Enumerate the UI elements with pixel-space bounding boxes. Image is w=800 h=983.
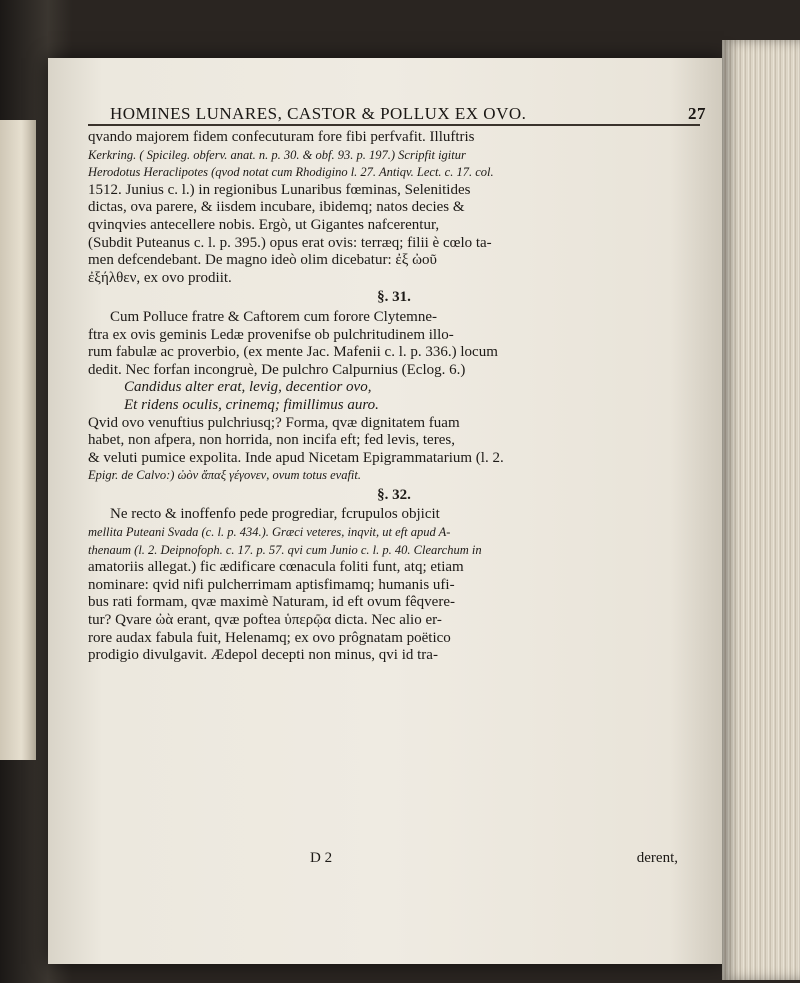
signature-mark: D 2 bbox=[310, 850, 333, 866]
text-line: Cum Polluce fratre & Caftorem cum forore Clytemne- bbox=[110, 308, 437, 325]
text-line: Qvid ovo venuftius pulchriusq;? Forma, qvæ dignitatem fuam bbox=[88, 414, 460, 431]
text-line: qvinqvies antecellere nobis. Ergò, ut Gigantes nafcerentur, bbox=[88, 216, 440, 233]
paragraph-1 bbox=[88, 125, 700, 287]
paragraph-3 bbox=[88, 415, 700, 485]
text-line: rum fabulæ ac proverbio, (ex mente Jac. Mafenii c. l. p. 336.) locum bbox=[88, 344, 498, 361]
catchword: derent, bbox=[636, 850, 678, 866]
paragraph-4 bbox=[88, 506, 700, 664]
text-line: amatoriis allegat.) fic ædificare cœnacula foliti funt, atq; etiam bbox=[88, 559, 464, 576]
text-line: ftra ex ovis geminis Ledæ provenifse ob pulchritudinem illo- bbox=[88, 326, 454, 343]
text-line: qvando majorem fidem confecuturam fore fibi perfvafit. Illuftris bbox=[88, 129, 475, 145]
facing-page-fragment bbox=[0, 120, 36, 760]
text-line: Ne recto & inoffenfo pede progrediar, fcrupulos objicit bbox=[110, 506, 440, 523]
paragraph-2 bbox=[88, 309, 700, 379]
text-line: prodigio divulgavit. Ædepol decepti non minus, qvi id tra- bbox=[88, 647, 438, 664]
text-line: bus rati formam, qvæ maximè Naturam, id eft ovum fêqvere- bbox=[88, 594, 455, 611]
text-line: Epigr. de Calvo:) ὠὸν ἅπαξ γέγονεν, ovum totus evafit. bbox=[88, 468, 362, 483]
verse-quote bbox=[88, 379, 700, 414]
text-line: dedit. Nec forfan incongruè, De pulchro Calpurnius (Eclog. 6.) bbox=[88, 361, 466, 378]
text-line: (Subdit Puteanus c. l. p. 395.) opus erat ovis: terræq; filii è cœlo ta- bbox=[88, 234, 492, 251]
page-edges bbox=[722, 40, 800, 980]
text-line: habet, non afpera, non horrida, non incifa eft; fed levis, teres, bbox=[88, 432, 455, 449]
text-line: & veluti pumice expolita. Inde apud Nicetam Epigrammatarium (l. 2. bbox=[88, 449, 504, 466]
text-line: dictas, ova parere, & iisdem incubare, ibidemq; natos decies & bbox=[88, 199, 465, 216]
text-line: men defcendebant. De magno ideò olim dicebatur: ἐξ ὠοῦ bbox=[88, 252, 437, 269]
text-line: mellita Puteani Svada (c. l. p. 434.). Græci veteres, inqvit, ut eft apud A- bbox=[88, 525, 451, 540]
text-line: rore audax fabula fuit, Helenamq; ex ovo prôgnatam poëtico bbox=[88, 629, 451, 646]
text-line: Herodotus Heraclipotes (qvod notat cum Rhodigino l. 27. Antiqv. Lect. c. 17. col. bbox=[88, 165, 494, 180]
section-heading: §. 31. bbox=[377, 289, 411, 306]
text-line: tur? Qvare ὠὰ erant, qvæ poftea ὑπερῷα dicta. Nec alio er- bbox=[88, 612, 442, 629]
text-line: 1512. Junius c. l.) in regionibus Lunaribus fœminas, Selenitides bbox=[88, 181, 471, 198]
text-line: nominare: qvid nifi pulcherrimam aptisfimamq; humanis ufi- bbox=[88, 576, 455, 593]
body-text bbox=[88, 125, 700, 665]
verse-line: Et ridens oculis, crinemq; fimillimus auro. bbox=[124, 396, 379, 413]
verse-line: Candidus alter erat, levig, decentior ovo, bbox=[124, 379, 372, 396]
text-line: ἐξήλθεν, ex ovo prodiit. bbox=[88, 269, 232, 286]
running-head-title: HOMINES LUNARES, CASTOR & POLLUX EX OVO. bbox=[110, 104, 527, 123]
text-line: thenaum (l. 2. Deipnofoph. c. 17. p. 57. qvi cum Junio c. l. p. 40. Clearchum in bbox=[88, 542, 482, 557]
running-head bbox=[110, 104, 720, 124]
section-heading: §. 32. bbox=[377, 486, 411, 503]
page-number: 27 bbox=[688, 104, 706, 123]
text-line: Kerkring. ( Spicileg. obferv. anat. n. p. 30. & obf. 93. p. 197.) Scripfit igitur bbox=[88, 147, 466, 162]
